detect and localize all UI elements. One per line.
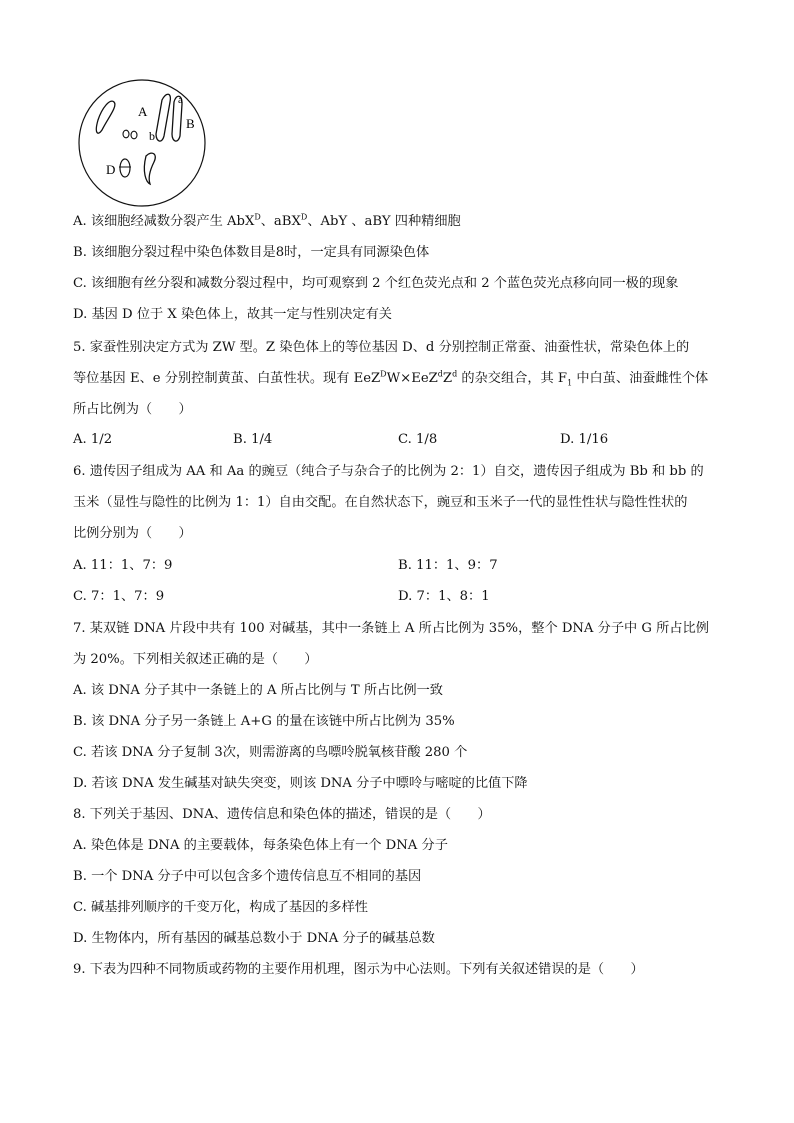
q6-option-d: D. 7：1、8：1 <box>398 589 490 604</box>
q4-option-d: D. 基因 D 位于 X 染色体上，故其一定与性别决定有关 <box>73 307 392 322</box>
label-D: D <box>106 162 116 177</box>
q6-stem-line2: 玉米（显性与隐性的比例为 1：1）自由交配。在自然状态下，豌豆和玉米子一代的显性性状与隐性性状的 <box>73 495 688 510</box>
q5-stem-line1: 5. 家蚕性别决定方式为 ZW 型。Z 染色体上的等位基因 D、d 分别控制正常蚕、油蚕性状，常染色体上的 <box>73 340 690 355</box>
chromosome-bottom <box>144 153 155 184</box>
q8-option-c: C. 碱基排列顺序的千变万化，构成了基因的多样性 <box>73 900 368 915</box>
q5-option-b: B. 1/4 <box>233 432 273 447</box>
cell-membrane <box>79 80 205 206</box>
q4-option-b: B. 该细胞分裂过程中染色体数目是8时，一定具有同源染色体 <box>73 245 430 260</box>
chromosome-left <box>96 101 115 133</box>
q5-stem-line2: 等位基因 E、e 分别控制黄茧、白茧性状。现有 $EeZ^DW\times EeZ^dZ^d$ 的杂交组合，其 $F_1$ 中白茧、油蚕雌性个体 <box>73 369 709 388</box>
label-A: A <box>138 104 148 119</box>
q5-stem-line3: 所占比例为（ ） <box>73 402 192 417</box>
q8-option-d: D. 生物体内，所有基因的碱基总数小于 DNA 分子的碱基总数 <box>73 931 435 946</box>
q5-option-c: C. 1/8 <box>398 432 438 447</box>
q9-stem: 9. 下表为四种不同物质或药物的主要作用机理，图示为中心法则。下列有关叙述错误的是（ ） <box>73 962 644 977</box>
q7-option-b: B. 该 DNA 分子另一条链上 A+G 的量在该链中所占比例为 35% <box>73 714 455 729</box>
q7-stem-line1: 7. 某双链 DNA 片段中共有 100 对碱基，其中一条链上 A 所占比例为 35%，整个 DNA 分子中 G 所占比例 <box>73 621 709 636</box>
q5-option-a: A. 1/2 <box>73 432 113 447</box>
q7-stem-line2: 为 20%。下列相关叙述正确的是（ ） <box>73 652 318 667</box>
q7-option-d: D. 若该 DNA 发生碱基对缺失突变，则该 DNA 分子中嘌呤与嘧啶的比值下降 <box>73 776 528 791</box>
q4-option-a: A. 该细胞经减数分裂产生 AbX$^D$、aBX$^D$、AbY 、aBY 四种精细胞 <box>73 212 461 229</box>
centriole-1 <box>123 130 129 138</box>
label-b: b <box>149 129 155 143</box>
label-a: a <box>178 94 183 106</box>
q8-option-b: B. 一个 DNA 分子中可以包含多个遗传信息互不相同的基因 <box>73 869 422 884</box>
q6-stem-line1: 6. 遗传因子组成为 AA 和 Aa 的豌豆（纯合子与杂合子的比例为 2：1）自交，遗传因子组成为 Bb 和 bb 的 <box>73 464 704 479</box>
q4-option-c: C. 该细胞有丝分裂和减数分裂过程中，均可观察到 2 个红色荧光点和 2 个蓝色荧光点移向同一极的现象 <box>73 276 679 291</box>
centriole-2 <box>131 131 137 139</box>
q6-option-a: A. 11：1、7：9 <box>73 558 173 573</box>
q8-option-a: A. 染色体是 DNA 的主要载体，每条染色体上有一个 DNA 分子 <box>73 838 448 853</box>
chromosome-pair-a <box>156 94 170 141</box>
q7-option-c: C. 若该 DNA 分子复制 3次，则需游离的鸟嘌呤脱氧核苷酸 280 个 <box>73 745 468 760</box>
chromosome-D <box>120 159 130 177</box>
q7-option-a: A. 该 DNA 分子其中一条链上的 A 所占比例与 T 所占比例一致 <box>73 683 443 698</box>
q8-stem: 8. 下列关于基因、DNA、遗传信息和染色体的描述，错误的是（ ） <box>73 807 491 822</box>
q6-option-c: C. 7：1、7：9 <box>73 589 165 604</box>
cell-diagram <box>76 78 208 208</box>
label-B: B <box>186 116 195 131</box>
q6-stem-line3: 比例分别为（ ） <box>73 526 192 541</box>
q5-option-d: D. 1/16 <box>560 432 609 447</box>
q6-option-b: B. 11：1、9：7 <box>398 558 498 573</box>
